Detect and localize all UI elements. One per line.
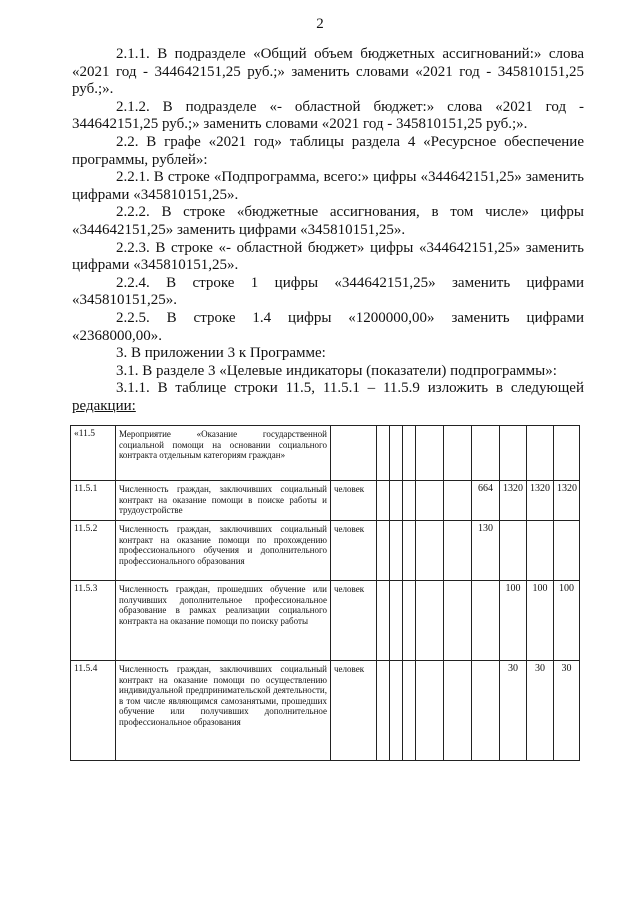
paragraph: редакции: (72, 397, 136, 414)
row-value (416, 426, 444, 481)
row-value (444, 426, 472, 481)
paragraph: 3.1.1. В таблице строки 11.5, 11.5.1 – 11.5.9 изложить в следующей (116, 380, 584, 397)
row-name: Численность граждан, заключивших социальный контракт на оказание помощи по осуществлению индивидуальной предпринимательской деятельности, в том числе являющимся самозанятыми, прошедших обучение или получивших дополнительное профессиональное образования (116, 661, 331, 761)
row-value (444, 661, 472, 761)
row-value (377, 581, 390, 661)
page-number: 2 (316, 16, 324, 32)
row-value (527, 426, 554, 481)
row-number: 11.5.3 (71, 581, 116, 661)
row-number: 11.5.4 (71, 661, 116, 761)
row-name: Численность граждан, прошедших обучение или получивших дополнительное профессиональное образование в рамках реализации социального контракта на оказание помощи по поиску работы (116, 581, 331, 661)
row-value (403, 481, 416, 521)
row-unit: человек (331, 521, 377, 581)
row-number: 11.5.1 (71, 481, 116, 521)
paragraph: 2.2.4. В строке 1 цифры «344642151,25» заменить цифрами «345810151,25». (72, 274, 584, 309)
row-value (403, 581, 416, 661)
row-value: 30 (500, 661, 527, 761)
table-row (71, 481, 580, 521)
table-row (71, 661, 580, 761)
row-value (390, 661, 403, 761)
row-value: 1320 (500, 481, 527, 521)
paragraph: 3. В приложении 3 к Программе: (116, 345, 326, 362)
row-unit: человек (331, 481, 377, 521)
document-body (72, 46, 584, 415)
row-value (472, 581, 500, 661)
row-value (554, 426, 580, 481)
row-value (390, 426, 403, 481)
row-value (403, 521, 416, 581)
table-row (71, 581, 580, 661)
row-value: 100 (500, 581, 527, 661)
row-value (416, 481, 444, 521)
row-value (500, 521, 527, 581)
row-value (390, 481, 403, 521)
row-value (377, 426, 390, 481)
paragraph: 2.2. В графе «2021 год» таблицы раздела 4 «Ресурсное обеспечение программы, рублей»: (72, 133, 584, 168)
row-value (390, 521, 403, 581)
paragraph: 3.1. В разделе 3 «Целевые индикаторы (показатели) подпрограммы»: (116, 362, 557, 379)
row-name: Численность граждан, заключивших социальный контракт на оказание помощи в поиске работы и трудоустройстве (116, 481, 331, 521)
paragraph: 2.2.3. В строке «- областной бюджет» цифры «344642151,25» заменить цифрами «345810151,25». (72, 239, 584, 274)
row-value (390, 581, 403, 661)
row-value (377, 481, 390, 521)
row-value: 1320 (527, 481, 554, 521)
table-row (71, 426, 580, 481)
row-value: 100 (527, 581, 554, 661)
row-value (377, 661, 390, 761)
indicators-table (70, 425, 580, 761)
row-value (416, 661, 444, 761)
row-value (500, 426, 527, 481)
row-value: 30 (554, 661, 580, 761)
row-unit (331, 426, 377, 481)
paragraph: 2.1.2. В подразделе «- областной бюджет:» слова «2021 год - 344642151,25 руб.;» заменить словами «2021 год - 345810151,25 руб.;». (72, 98, 584, 133)
row-value (472, 426, 500, 481)
row-value: 1320 (554, 481, 580, 521)
row-value (527, 521, 554, 581)
paragraph: 2.2.2. В строке «бюджетные ассигнования, в том числе» цифры «344642151,25» заменить цифрами «345810151,25». (72, 204, 584, 238)
paragraph: 2.1.1. В подразделе «Общий объем бюджетных ассигнований:» слова «2021 год - 344642151,25 руб.;» заменить словами «2021 год - 345810151,25 руб.;». (72, 46, 584, 98)
row-value: 100 (554, 581, 580, 661)
row-value (403, 426, 416, 481)
row-value (444, 581, 472, 661)
paragraph: 2.2.5. В строке 1.4 цифры «1200000,00» заменить цифрами «2368000,00». (72, 309, 584, 344)
paragraph: 2.2.1. В строке «Подпрограмма, всего:» цифры «344642151,25» заменить цифрами «345810151,25». (72, 169, 584, 203)
row-value (403, 661, 416, 761)
row-value (416, 581, 444, 661)
row-value: 130 (472, 521, 500, 581)
row-value: 30 (527, 661, 554, 761)
row-name: Мероприятие «Оказание государственной социальной помощи на основании социального контракта отдельным категориям граждан» (116, 426, 331, 481)
row-number: 11.5.2 (71, 521, 116, 581)
row-unit: человек (331, 581, 377, 661)
row-value: 664 (472, 481, 500, 521)
row-value (472, 661, 500, 761)
row-value (416, 521, 444, 581)
row-name: Численность граждан, заключивших социальный контракт на оказание помощи по прохождению профессионального обучения и дополнительного профессионального образования (116, 521, 331, 581)
row-value (377, 521, 390, 581)
row-value (444, 521, 472, 581)
table-row (71, 521, 580, 581)
row-number: «11.5 (71, 426, 116, 481)
row-value (554, 521, 580, 581)
row-unit: человек (331, 661, 377, 761)
row-value (444, 481, 472, 521)
